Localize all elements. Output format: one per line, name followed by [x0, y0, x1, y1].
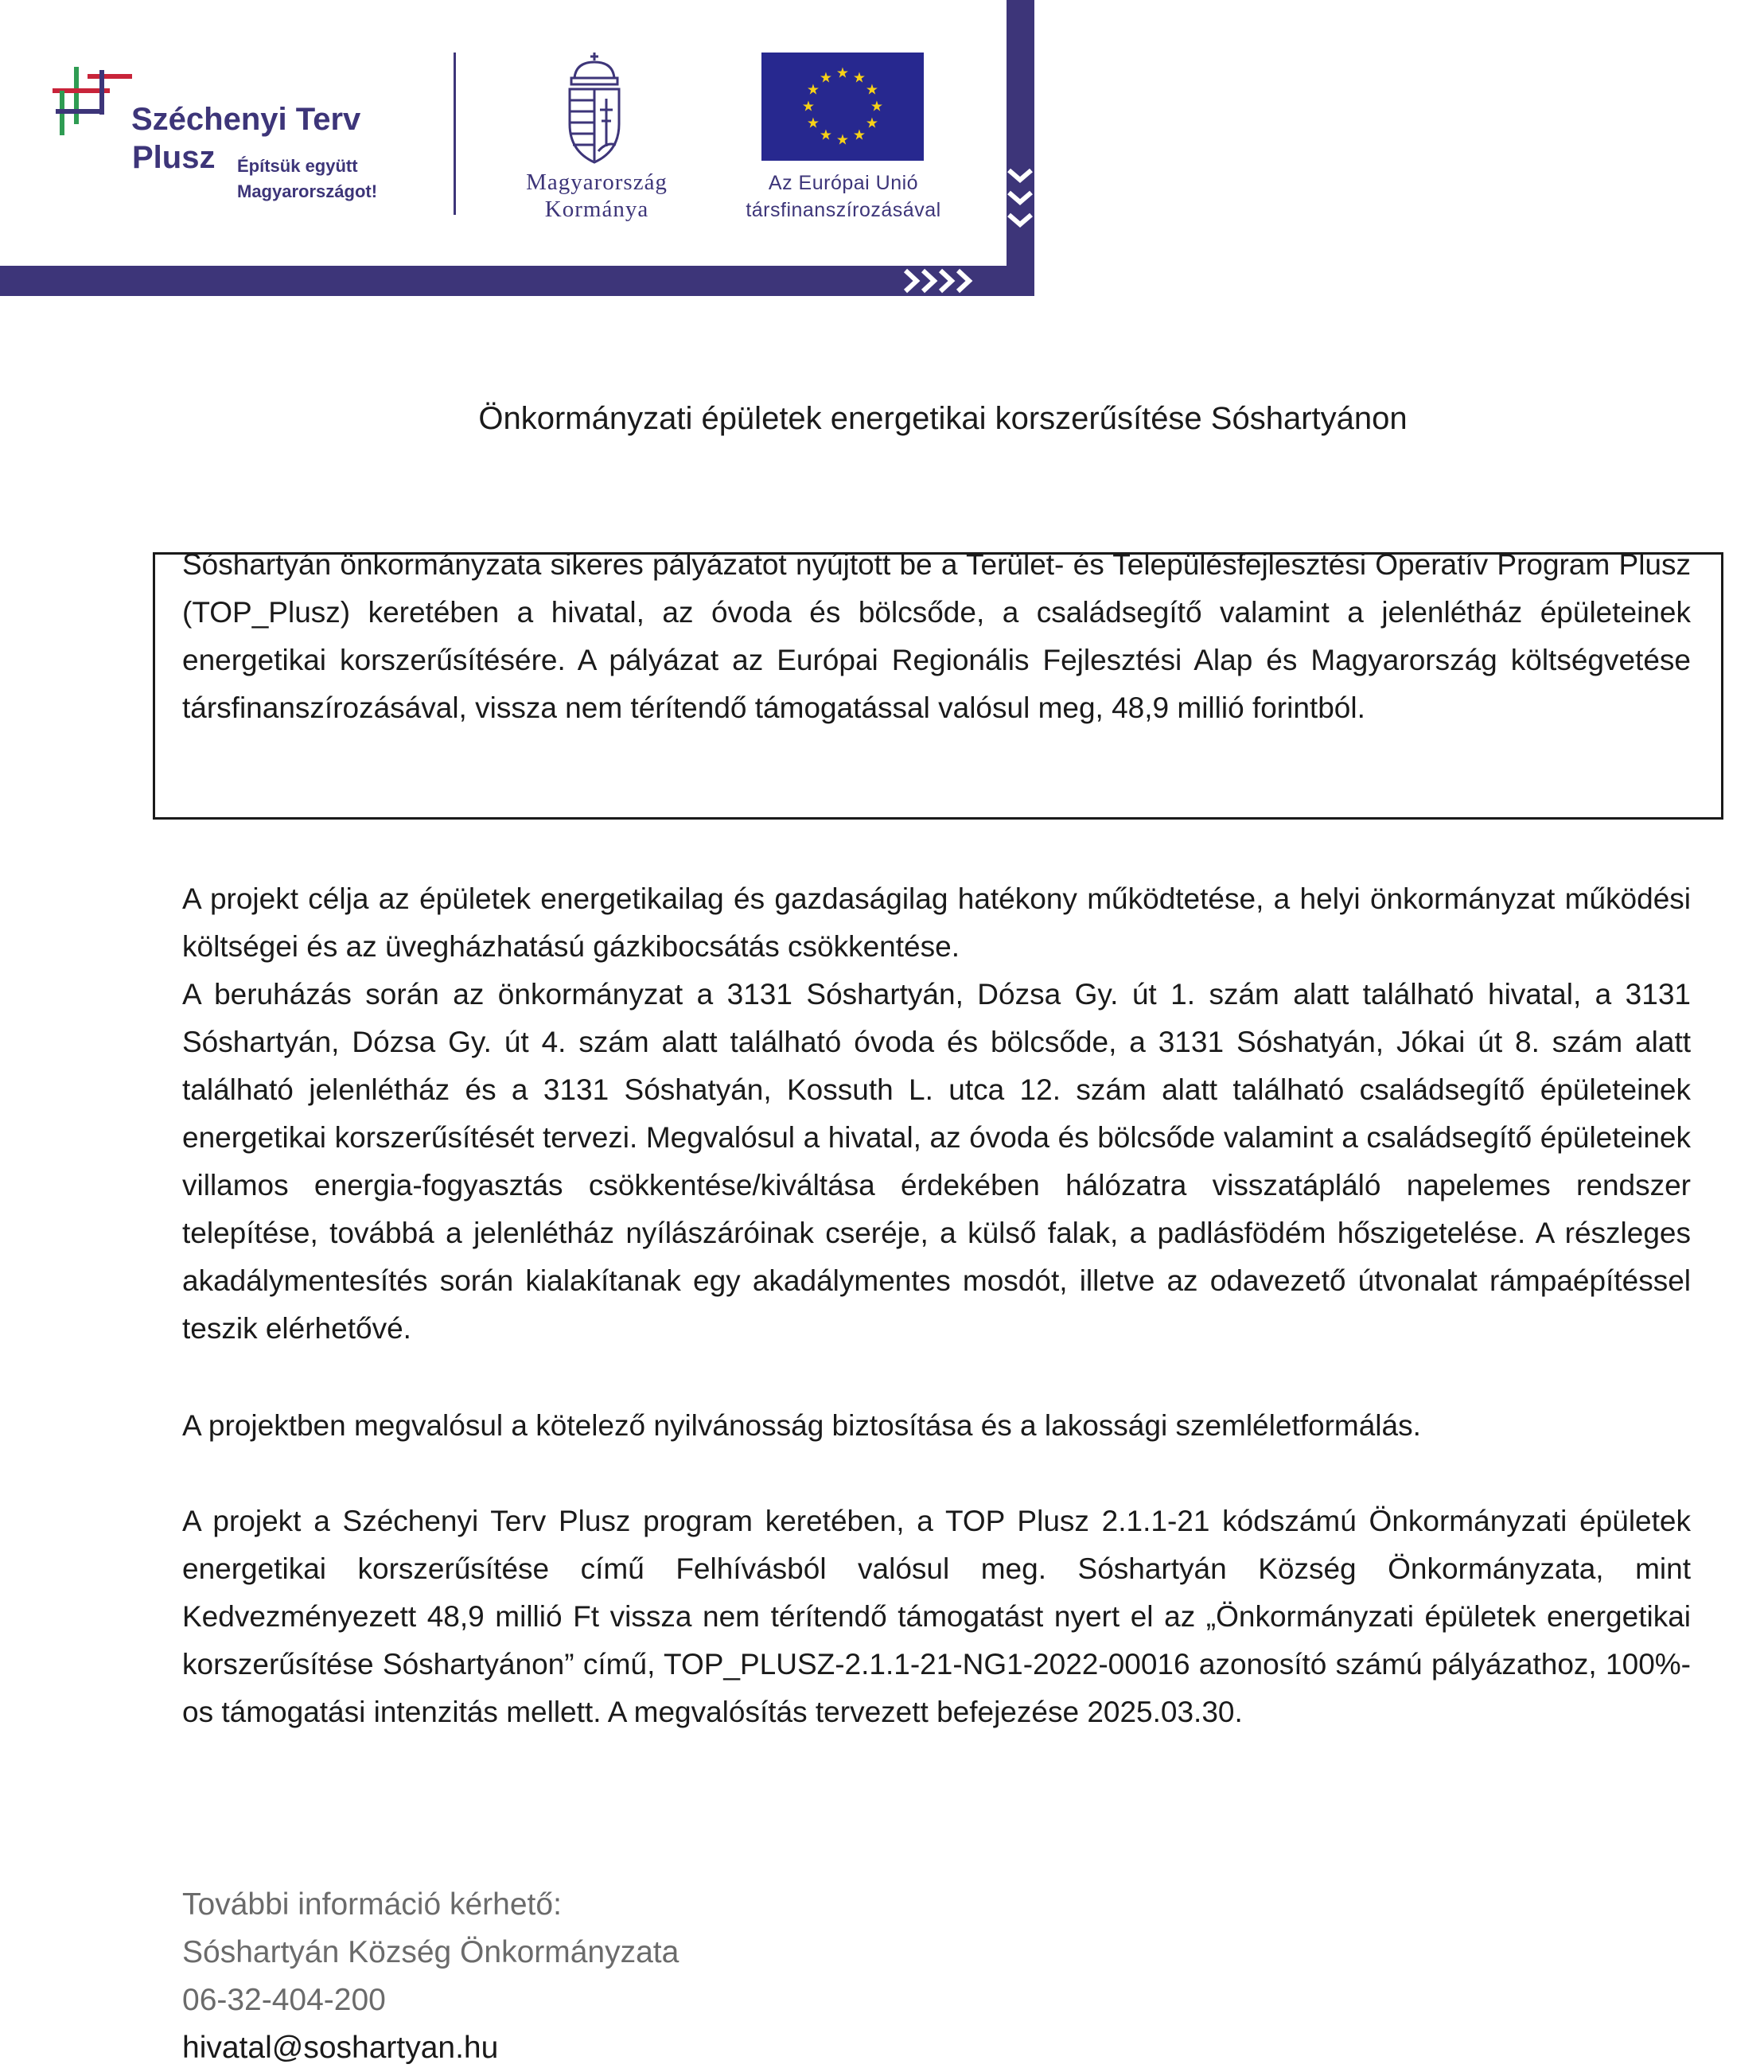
svg-text:★: ★ [819, 69, 833, 87]
goal-section [182, 875, 1691, 1353]
goal-paragraph: A projekt célja az épületek energetikailag és gazdaságilag hatékony működtetése, a helyi önkormányzat működési költségei és az üvegházhatású gázkibocsátás csökkentése. [182, 882, 1691, 963]
contact-email: hivatal@soshartyan.hu [182, 2031, 499, 2065]
investment-paragraph: A beruházás során az önkormányzat a 3131 Sóshartyán, Dózsa Gy. út 1. szám alatt található hivatal, a 3131 Sóshartyán, Dózsa Gy. út 4. szám alatt található óvoda és bölcsőde, a 3131 Sóshatyán, Jókai út 8. szám alatt található jelenlétház és a 3131 Sóshatyán, Kossuth L. utca 12. szám alatt található családsegítő épületeinek energetikai korszerűsítését tervezi. Megvalósul a hivatal, az óvoda és bölcsőde valamint a családsegítő épületeinek villamos energia-fogyasztás csökkentése/kiváltása érdekében hálózatra visszatápláló napelemes rendszer telepítése, továbbá a jelenlétház nyílászáróinak cseréje, a külső falak, a padlásfödém hőszigetelése. A részleges akadálymentesítés során kialakítanak egy akadálymentes mosdót, illetve az odavezető útvonalat rámpaépítéssel teszik elérhetővé. [182, 978, 1691, 1345]
svg-text:★: ★ [819, 127, 833, 144]
contact-heading: További információ kérhető: [182, 1887, 562, 1922]
header-banner [0, 0, 1034, 296]
chevrons-down-icon [1004, 166, 1036, 245]
eu-label-line1: Az Európai Unió [768, 172, 919, 194]
eu-label-line2: társfinanszírozásával [746, 199, 941, 221]
hungarian-crest-icon [560, 51, 629, 166]
szechenyi-tagline [237, 154, 377, 204]
svg-text:★: ★ [801, 98, 816, 115]
svg-text:★: ★ [852, 69, 866, 87]
government-label [493, 169, 700, 223]
svg-text:★: ★ [835, 131, 850, 149]
banner-right-bar [1007, 0, 1034, 296]
eu-flag-icon [761, 53, 924, 161]
szechenyi-tagline-line1: Építsük együtt [237, 156, 358, 176]
government-label-line1: Magyarország [526, 169, 668, 195]
intro-paragraph: Sóshartyán önkormányzata sikeres pályázatot nyújtott be a Terület- és Településfejlesztési Operatív Program Plusz (TOP_Plusz) keretében a hivatal, az óvoda és bölcsőde, a családsegítő valamint a jelenlétház épületeinek energetikai korszerűsítésére. A pályázat az Európai Regionális Fejlesztési Alap és Magyarország költségvetése társfinanszírozásával, vissza nem térítendő támogatással valósul meg, 48,9 millió forintból. [182, 548, 1691, 724]
svg-text:★: ★ [865, 81, 879, 99]
publicity-paragraph: A projektben megvalósul a kötelező nyilvánosság biztosítása és a lakossági szemléletformálás. [182, 1409, 1421, 1442]
government-label-line2: Kormánya [544, 197, 649, 222]
chevrons-right-icon [899, 267, 987, 294]
szechenyi-terv-logo-icon [53, 67, 137, 150]
contact-block [182, 1881, 679, 2072]
svg-text:★: ★ [835, 64, 850, 82]
svg-text:★: ★ [852, 127, 866, 144]
svg-text:★: ★ [865, 115, 879, 132]
szechenyi-title: Széchenyi Terv [131, 102, 361, 137]
eu-label [732, 169, 955, 224]
svg-text:★: ★ [806, 115, 820, 132]
logo-divider [454, 53, 456, 215]
contact-organization: Sóshartyán Község Önkormányzata [182, 1935, 680, 1969]
banner-bottom-band [0, 266, 1034, 296]
program-paragraph: A projekt a Széchenyi Terv Plusz program keretében, a TOP Plusz 2.1.1-21 kódszámú Önkormányzati épületek energetikai korszerűsítése című Felhívásból valósul meg. Sóshartyán Község Önkormányzata, mint Kedvezményezett 48,9 millió Ft vissza nem térítendő támogatást nyert el az „Önkormányzati épületek energetikai korszerűsítése Sóshartyánon” című, TOP_PLUSZ-2.1.1-21-NG1-2022-00016 azonosító számú pályázathoz, 100%-os támogatási intenzitás mellett. A megvalósítás tervezett befejezése 2025.03.30. [182, 1505, 1691, 1728]
svg-text:★: ★ [806, 81, 820, 99]
svg-text:★: ★ [870, 98, 884, 115]
szechenyi-tagline-line2: Magyarországot! [237, 181, 378, 201]
szechenyi-subtitle: Plusz [132, 140, 216, 175]
document-title: Önkormányzati épületek energetikai korszerűsítése Sóshartyánon [478, 401, 1408, 436]
contact-phone: 06-32-404-200 [182, 1983, 386, 2017]
